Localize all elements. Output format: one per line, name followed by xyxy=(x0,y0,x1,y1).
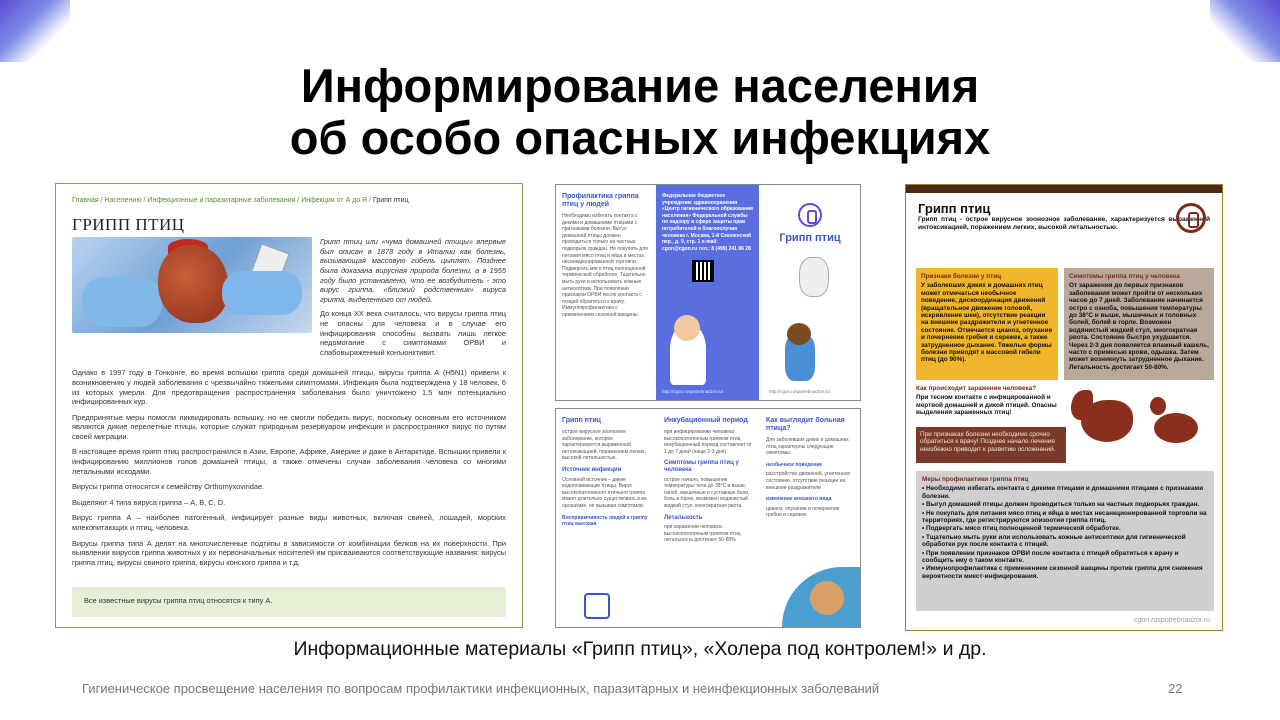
list-item: • При появлении признаков ОРВИ после контакта с птицей обратиться к врачу и сообщить ему о таком контакте. xyxy=(922,549,1179,565)
poster-signs-heading: Признаки болезни у птиц xyxy=(921,273,1002,280)
leaflet-agency: Федеральное бюджетное учреждение здравоохранения «Центр гигиенического образования населения» Федеральной службы по надзору в сфере защиты прав потребителей и благополучия человека г. Москва, 1-й Смоленский пер., д. 9, стр. 1 e-mail: cgon@cgon.ru тел.: 8 (499) 241 86 28 xyxy=(662,193,753,252)
web-paragraph: В настоящее время грипп птиц распространился в Азии, Европе, Африке, Америке и даже в Антарктиде. Вспышки привели к инфицированию миллионов голов домашней птицы, а также отмечены случаи заболевания человека со многими летальными исходами. xyxy=(72,447,506,476)
poster-infection-box xyxy=(916,385,1066,417)
hands-wash-icon xyxy=(584,593,610,619)
leaflet-heading: Профилактика гриппа птиц у людей xyxy=(562,193,639,208)
poster-alert: При признаках болезни необходимо срочно обратиться к врачу! Позднее начало лечения неизбежно приводит к развитию осложнений. xyxy=(916,427,1066,463)
list-item: • Выгул домашней птицы должен проводиться только на частных подворьях граждан. xyxy=(922,501,1200,509)
leaflet-heading: Как выглядит больная птица? xyxy=(766,417,845,432)
web-paragraph: Предпринятые меры помогли ликвидировать вспышку, но не смогли победить вирус, поскольку основным его источником являются дикие перелетные птицы, которые служат природным резервуаром инфекции и распространяют вирус по путям своей миграции. xyxy=(72,412,506,441)
list-item: • Тщательно мыть руки или использовать кожные антисептики для гигиенической обработки рук после контакта с птицей. xyxy=(922,533,1186,549)
poster-measures-heading: Меры профилактики гриппа птиц xyxy=(922,476,1029,483)
poster-measures-box xyxy=(916,471,1214,611)
web-paragraph: Вирусы гриппа типа А делят на многочисленные подтипы в зависимости от комбинации белков на их поверхности. При выявлении вирусов гриппа животных у их первоначальных носителей им присваиваются соответствующие названия: вирусы гриппа птиц, вирусы свиного гриппа, вирусы конского гриппа и т.д. xyxy=(72,538,506,567)
leaflet-body: острое начало, повышение температуры тела до 38°C и выше, озноб, мышечные и суставные боли, боль в горле, возможен водянистый жидкий стул, многократная рвота. xyxy=(664,476,750,509)
leaflet-site: http://cgon.rospotrebnadzor.ru/ xyxy=(769,389,831,395)
poster-site: cgon.rospotrebnadzor.ru xyxy=(1133,616,1210,624)
leaflet-body: при инфицировании человека высокопатогенным гриппом птиц инкубационный период составляет от 1 до 7 дней (чаще 2-3 дня) xyxy=(664,429,752,455)
corner-decoration-right xyxy=(1210,0,1280,62)
breadcrumb-current: Грипп птиц xyxy=(372,197,409,204)
leaflet-site: http://cgon.rospotrebnadzor.ru/ xyxy=(662,389,724,395)
list-item: • Необходимо избегать контакта с дикими птицами и домашними птицами с признаками болезни. xyxy=(922,485,1204,500)
duck-head-icon xyxy=(1150,397,1166,415)
poster-infection-heading: Как происходит заражение человека? xyxy=(916,385,1037,392)
slide-title-line2: об особо опасных инфекциях xyxy=(289,111,991,164)
leaflet-body: Для заболевших диких и домашних птиц характерны следующие симптомы: xyxy=(766,437,849,457)
leaflet-subheading: необычное поведение xyxy=(766,461,823,468)
poster-infection-body: При тесном контакте с инфицированной и мертвой домашней и дикой птицей. Опасны выделения зараженных птиц! xyxy=(916,394,1057,417)
poster-subtitle: Грипп птиц - острое вирусное зоонозное заболевание, характеризуется выраженной интоксикацией, поражением легких, высокой летальностью. xyxy=(918,216,1210,231)
leaflet-title: Грипп птиц xyxy=(779,232,841,244)
poster-symptoms-box xyxy=(1064,268,1214,380)
leaflet-subheading: Летальность xyxy=(664,514,703,521)
leaflet-subheading: Источник инфекции xyxy=(562,466,622,473)
breadcrumb xyxy=(72,196,506,206)
poster-title: Грипп птиц xyxy=(918,201,991,216)
poster-symptoms-heading: Симптомы гриппа птиц у человека xyxy=(1069,273,1180,280)
web-heading: ГРИПП ПТИЦ xyxy=(72,214,185,234)
web-note: Все известные вирусы гриппа птиц относятся к типу А. xyxy=(72,587,506,617)
chicken-photo xyxy=(72,237,312,333)
leaflet-inside xyxy=(555,408,861,628)
web-paragraph: Вирусы гриппа относятся к семейству Orthomyxoviridae. xyxy=(72,482,265,492)
web-page-screenshot xyxy=(55,183,523,628)
leaflet-subheading: Восприимчивость людей к гриппу птиц высокая xyxy=(562,514,648,528)
leaflet-heading: Грипп птиц xyxy=(562,417,601,424)
leaflet-body: при заражении человека высокопатогенным гриппом птиц летальность достигает 50-80% xyxy=(664,524,741,544)
boy-head xyxy=(787,323,811,345)
leaflet-body: Основной источник – дикие водоплавающие птицы. Вирус высокопатогенного птичьего гриппа может длительно существовать в их организме, не вызывая симптомов. xyxy=(562,476,647,509)
list-item: • Не покупать для питания мясо птиц и яйца в местах несанкционированной торговли на территориях, где регистрируются эпизоотии гриппа птиц. xyxy=(922,509,1207,525)
list-item: • Иммунопрофилактика с применением сезонной вакцины против гриппа для снижения вероятности микст-инфицирования. xyxy=(922,565,1203,580)
doctor-head xyxy=(674,315,700,341)
web-paragraph: Вирус гриппа А – наиболее патогенный, инфицирует разные виды животных, включая свиней, лошадей, морских млекопитающих и птиц, человека. xyxy=(72,513,506,533)
slide-title xyxy=(0,60,1280,164)
poster xyxy=(905,184,1223,631)
poster-signs-box xyxy=(916,268,1058,380)
poster-signs-body: У заболевших диких и домашних птиц может отмечаться необычное поведение, дискоординация движений (вращательное движение головой, искривление шеи), отсутствие реакции на внешние раздражители и угнетенное состояние. Отмечается цианоз, опухание и почернение гребня и сережек, а также затрудненное дыхание. Тяжелые формы болезни приводят к массовой гибели птиц (до 90%). xyxy=(921,282,1053,364)
web-paragraph: Грипп птиц или «чума домашней птицы» впервые был описан в 1878 году в Италии как болезнь, вызывающая массовую гибель цыплят. Позднее была доказана вирусная природа болезни, а в 1955 году было установлено, что ее возбудитель - это вирус гриппа, «близкий родственник» вируса гриппа, выделенного от людей. xyxy=(320,237,506,304)
leaflet-body: цианоз, опухание и почернение гребня и сережек xyxy=(766,505,840,519)
leaflet-body: Необходимо избегать контакта с дикими и домашними птицами с признаками болезни. Выгул домашней птицы должен проводиться только на частных подворьях граждан. Не покупать для питания мясо птиц и яйца в местах несанкционированной торговли. Подвергать мясо птиц полноценной термической обработке. Тщательно мыть руки и использовать кожные антисептики. При появлении признаков ОРВИ после контакта с птицей обратиться к врачу. Иммунопрофилактика с применением сезонной вакцины. xyxy=(562,213,648,318)
corner-decoration-left xyxy=(0,0,70,62)
list-item: • Подвергать мясо птиц полноценной термической обработке. xyxy=(922,525,1121,533)
leaflet-outside xyxy=(555,184,861,401)
web-paragraph: До конца XX века считалось, что вирусы гриппа птиц не опасны для человека и в случае его инфицирования способны вызвать лишь легкое недомогание с симптомами ОРВИ и слабовыраженный конъюнктивит. xyxy=(320,309,506,357)
poster-measures-list xyxy=(922,485,1208,580)
slide-caption: Информационные материалы «Грипп птиц», «Холера под контролем!» и др. xyxy=(293,638,987,660)
web-paragraph: Однако в 1997 году в Гонконге, во время вспышки гриппа среди домашней птицы, вирусы гриппа А (H5N1) привели к возникновению у людей заболевания с чрезвычайно тяжелыми симптомами. Инфекция была подтверждена у 18 человек, 6 из которых умерли. Для предотвращения распространения заболевания было уничтожено 1,5 млн потенциально инфицированных кур. xyxy=(72,368,506,407)
logo-icon xyxy=(1176,203,1206,233)
slide-footer: Гигиеническое просвещение населения по вопросам профилактики инфекционных, паразитарных и неинфекционных заболеваний xyxy=(82,681,880,696)
slide-title-line1: Информирование населения xyxy=(300,59,980,112)
page-number: 22 xyxy=(1168,681,1183,696)
leaflet-subheading: Симптомы гриппа птиц у человека xyxy=(664,460,739,473)
hand-illustration xyxy=(810,581,844,615)
duck-icon xyxy=(1154,413,1198,443)
qr-code-icon xyxy=(692,260,714,282)
leaflet-heading: Инкубационный период xyxy=(664,417,748,424)
logo-icon xyxy=(798,203,822,227)
rooster-tail-icon xyxy=(1071,390,1093,420)
bird-illustration xyxy=(799,257,829,297)
leaflet-body: расстройство движений, угнетенное состояние, отсутствие реакции на внешние раздражители xyxy=(766,471,851,491)
leaflet-body: острое вирусное зоонозное заболевание, которое характеризуется выраженной интоксикацией, поражением легких, высокой летальностью. xyxy=(562,429,646,462)
poster-symptoms-body: От заражения до первых признаков заболевания может пройти от нескольких часов до 7 дней. Заболевание начинается остро с озноба, повышения температуры до 38°C и выше, мышечных и головных болей, болей в горле. Возможен водянистый жидкий стул, многократная рвота. Состояние быстро ухудшается. Через 2-3 дня появляется влажный кашель, часто с примесью крови, одышка. Затем может возникнуть затрудненное дыхание. Летальность достигает 50-80%. xyxy=(1069,282,1209,371)
breadcrumb-path: Главная / Населению / Инфекционные и паразитарные заболевания / Инфекции от А до Я / xyxy=(72,197,373,204)
leaflet-subheading: изменение внешнего вида xyxy=(766,496,832,503)
web-paragraph: Выделяют 4 типа вируса гриппа – A, B, C, D. xyxy=(72,497,226,507)
